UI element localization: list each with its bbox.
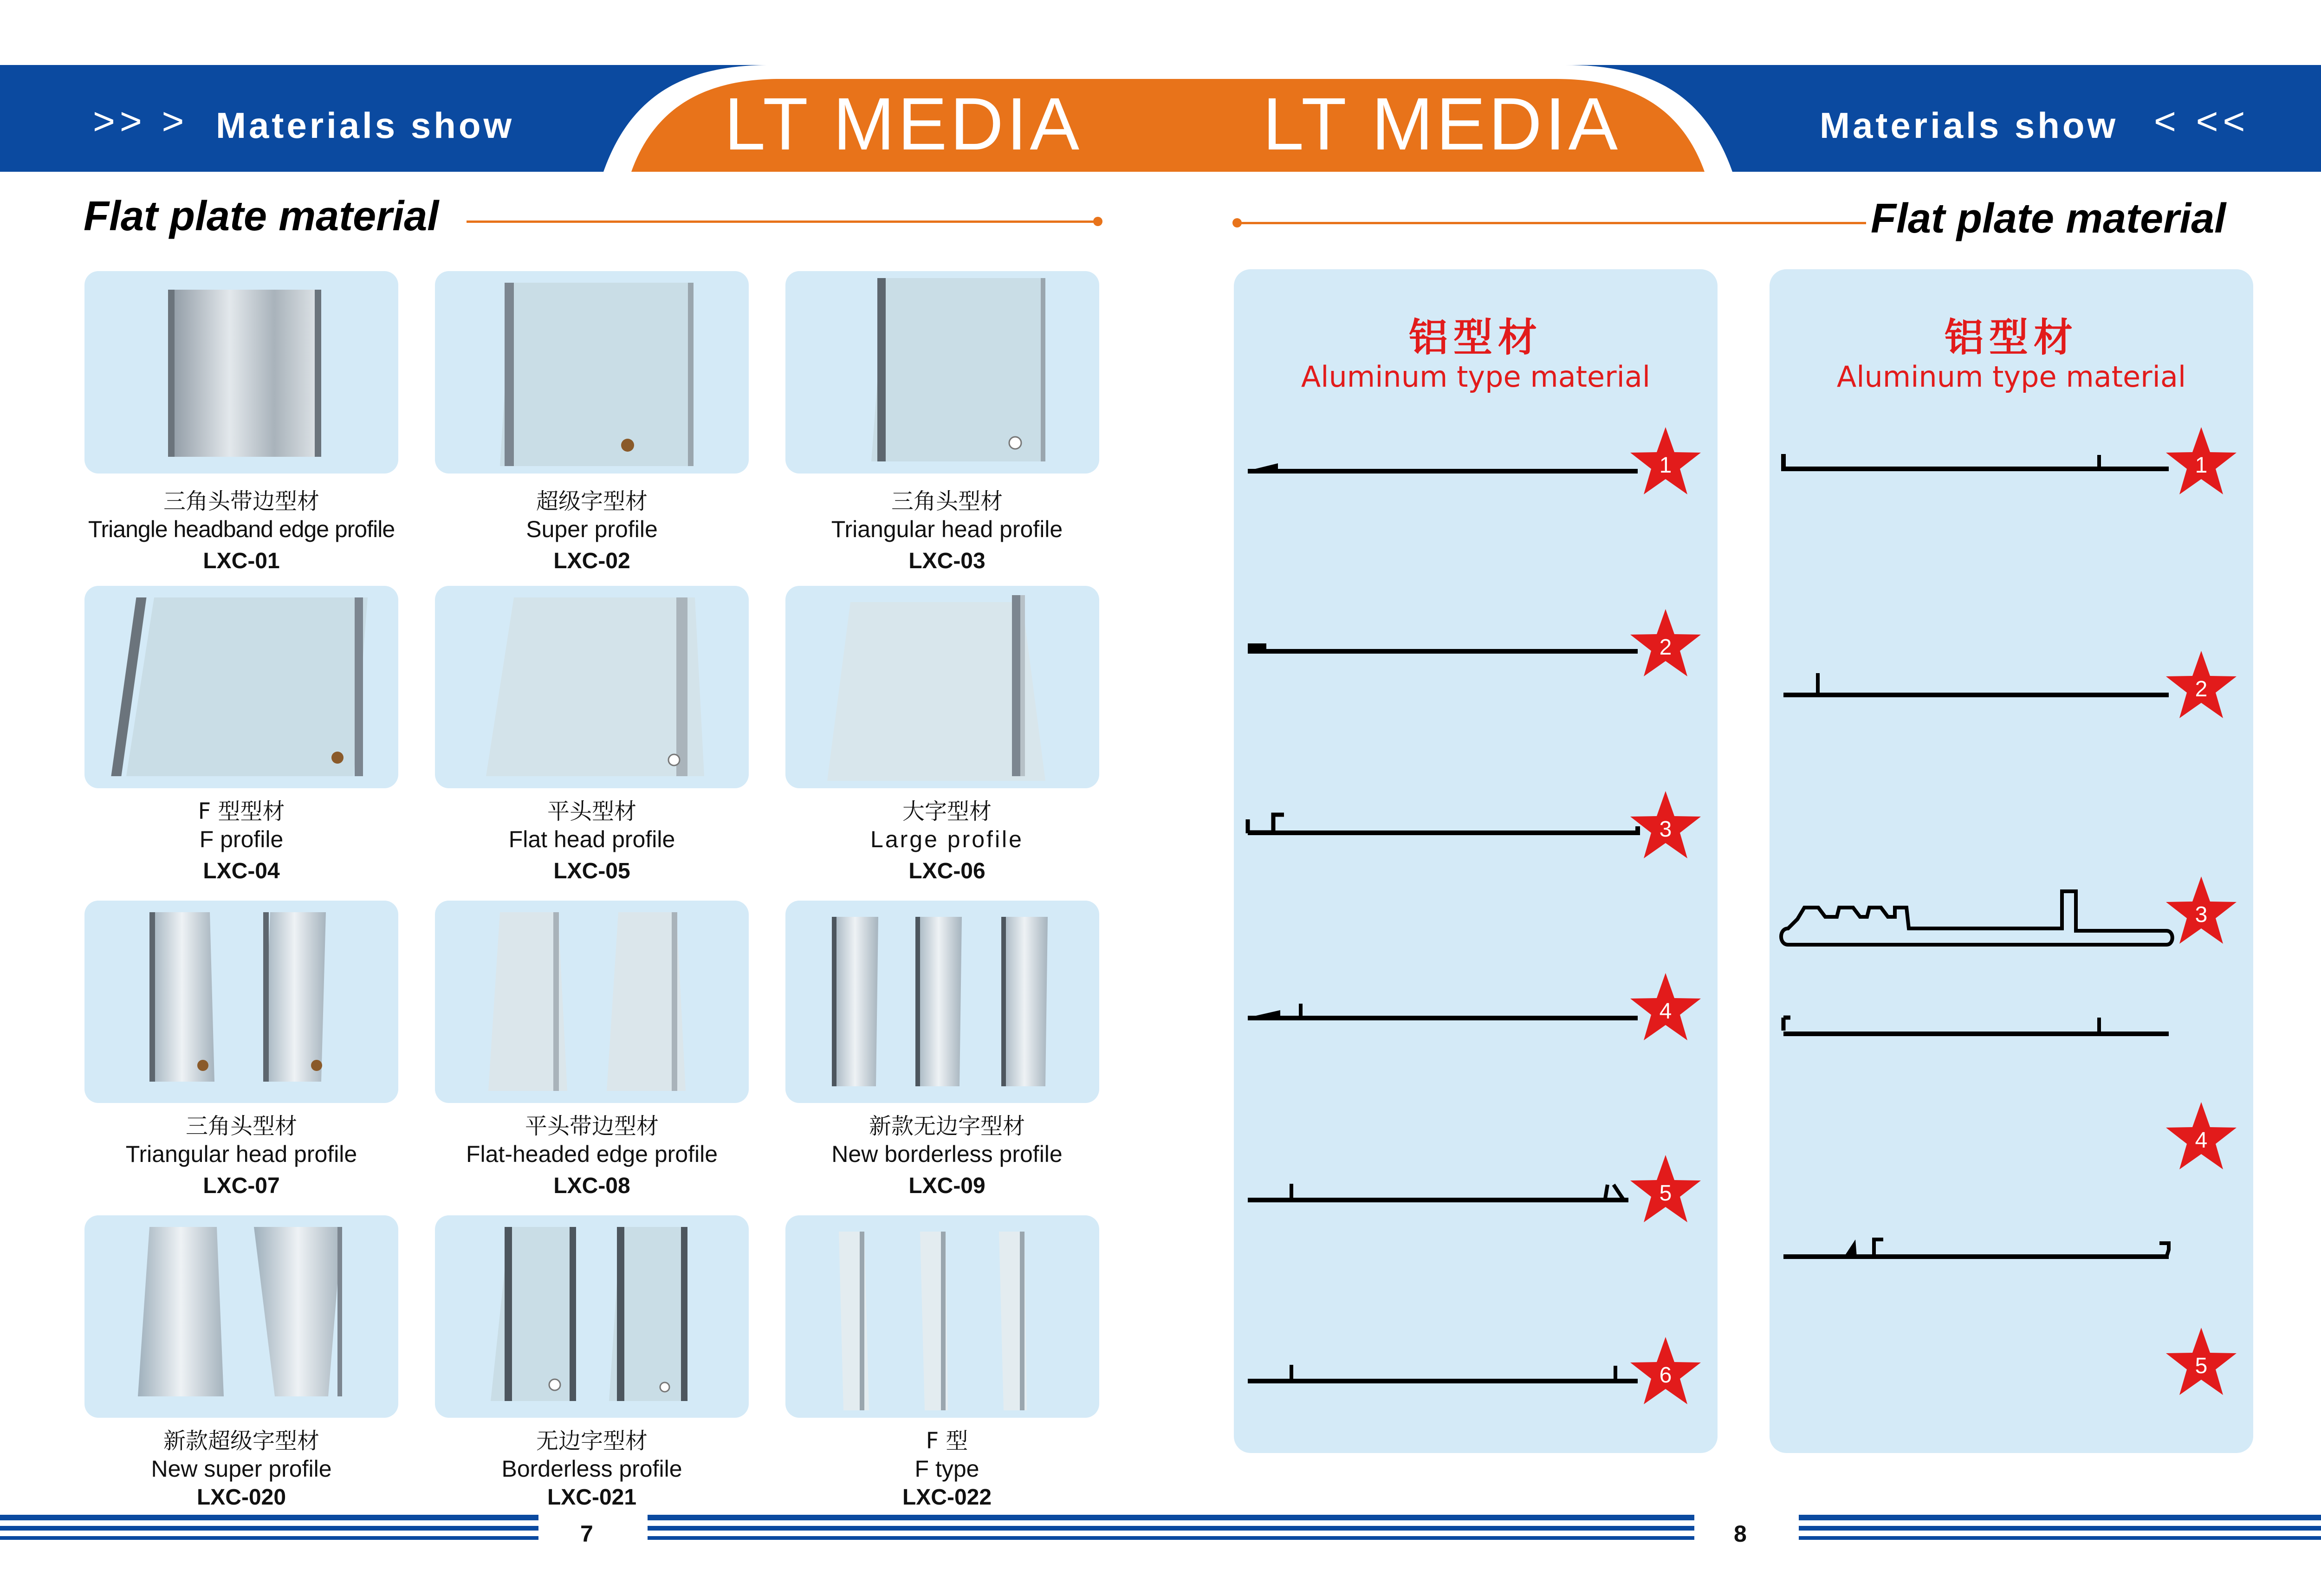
- profile-panel-2: [1770, 269, 2253, 1453]
- left-section-title: Flat plate material: [84, 193, 439, 240]
- product-name-cn: 三角头型材: [185, 1113, 297, 1139]
- badge-number: 5: [1659, 1181, 1672, 1206]
- product-card-lxc-04[interactable]: [84, 586, 398, 788]
- right-section-title: Flat plate material: [1871, 195, 2226, 242]
- badge-number: 1: [2195, 453, 2208, 478]
- badge-number: 6: [1659, 1363, 1672, 1388]
- product-name-cn: 新款超级字型材: [163, 1428, 319, 1454]
- product-name-en: Borderless profile: [501, 1456, 682, 1482]
- product-image: [84, 901, 398, 1103]
- product-image: [785, 1215, 1099, 1418]
- panel-title-cn: 铝型材: [1408, 314, 1543, 360]
- product-name-cn: 新款无边字型材: [869, 1113, 1025, 1139]
- left-rule-dot: [1093, 217, 1102, 226]
- product-name-en: New borderless profile: [831, 1141, 1063, 1167]
- header-left-chevrons: >> >: [93, 100, 189, 143]
- panel-title-cn: 铝型材: [1944, 314, 2078, 360]
- product-name-cn: 三角头带边型材: [163, 488, 319, 514]
- footer-stripes: [0, 1511, 2321, 1548]
- product-image: [435, 901, 749, 1103]
- product-code: LXC-02: [553, 549, 630, 573]
- product-name-en: Flat-headed edge profile: [466, 1141, 718, 1167]
- panel-title-en: Aluminum type material: [1836, 360, 2186, 394]
- product-image: [785, 586, 1099, 788]
- product-image: [785, 271, 1099, 474]
- product-name-cn: 无边字型材: [536, 1428, 648, 1454]
- product-name-en: New super profile: [151, 1456, 332, 1482]
- product-image: [84, 586, 398, 788]
- product-card-lxc-021[interactable]: [435, 1215, 749, 1418]
- header-left-title: Materials show: [216, 105, 515, 146]
- product-name-cn: 平头带边型材: [525, 1113, 659, 1139]
- badge-number: 2: [1659, 635, 1672, 660]
- product-image: [435, 586, 749, 788]
- product-card-lxc-020[interactable]: [84, 1215, 398, 1418]
- product-name-en: Triangular head profile: [125, 1141, 357, 1167]
- product-code: LXC-04: [203, 859, 280, 883]
- right-title-rule: [1237, 222, 1866, 224]
- product-name-cn: F 型: [926, 1428, 968, 1454]
- product-code: LXC-021: [547, 1485, 637, 1510]
- product-card-lxc-09[interactable]: [785, 901, 1099, 1103]
- product-code: LXC-05: [553, 859, 630, 883]
- badge-number: 1: [1659, 453, 1672, 478]
- badge-number: 5: [2195, 1354, 2208, 1378]
- product-code: LXC-08: [553, 1174, 630, 1198]
- product-image: [84, 271, 398, 474]
- product-name-en: Super profile: [526, 516, 658, 542]
- badge-stars: [2166, 427, 2237, 1395]
- product-code: LXC-07: [203, 1174, 280, 1198]
- product-card-lxc-05[interactable]: [435, 586, 749, 788]
- product-code: LXC-020: [196, 1485, 286, 1510]
- badge-stars: [1630, 427, 1701, 1404]
- badge-number: 2: [2195, 677, 2208, 701]
- panel-title-en: Aluminum type material: [1301, 360, 1651, 394]
- brand-left: LT MEDIA: [724, 82, 1083, 165]
- product-code: LXC-03: [908, 549, 985, 573]
- product-name-en: Large profile: [870, 826, 1024, 852]
- page-number-left: 7: [580, 1521, 593, 1547]
- product-name-en: Flat head profile: [508, 826, 675, 852]
- product-name-en: F type: [914, 1456, 979, 1482]
- product-image: [435, 271, 749, 474]
- product-card-lxc-06[interactable]: [785, 586, 1099, 788]
- left-title-rule: [467, 221, 1098, 223]
- product-name-cn: 三角头型材: [891, 488, 1003, 514]
- product-card-lxc-03[interactable]: [785, 271, 1099, 474]
- product-card-lxc-07[interactable]: [84, 901, 398, 1103]
- badge-number: 3: [2195, 902, 2208, 927]
- header-right-title: Materials show: [1820, 105, 2119, 146]
- header-right-chevrons: < <<: [2154, 100, 2250, 143]
- product-image: [84, 1215, 398, 1418]
- product-name-en: Triangular head profile: [831, 516, 1063, 542]
- product-name-cn: 超级字型材: [536, 488, 648, 514]
- profile-panel-1: [1234, 269, 1718, 1453]
- product-name-en: F profile: [199, 826, 284, 852]
- profile-drawings: [1770, 269, 2253, 1453]
- profile-drawings: [1234, 269, 1718, 1453]
- product-code: LXC-09: [908, 1174, 985, 1198]
- product-card-lxc-01[interactable]: [84, 271, 398, 474]
- product-image: [785, 901, 1099, 1103]
- badge-number: 3: [1659, 817, 1672, 842]
- badge-number: 4: [1659, 999, 1672, 1024]
- product-card-lxc-02[interactable]: [435, 271, 749, 474]
- product-name-cn: 平头型材: [547, 798, 636, 824]
- product-card-lxc-08[interactable]: [435, 901, 749, 1103]
- product-image: [435, 1215, 749, 1418]
- product-card-lxc-022[interactable]: [785, 1215, 1099, 1418]
- product-code: LXC-06: [908, 859, 985, 883]
- product-code: LXC-01: [203, 549, 280, 573]
- brand-right: LT MEDIA: [1263, 82, 1621, 165]
- product-name-cn: F 型型材: [198, 798, 285, 824]
- product-name-cn: 大字型材: [902, 798, 992, 824]
- product-code: LXC-022: [902, 1485, 992, 1510]
- badge-number: 4: [2195, 1128, 2208, 1153]
- product-name-en: Triangle headband edge profile: [88, 516, 395, 542]
- page-number-right: 8: [1734, 1521, 1747, 1547]
